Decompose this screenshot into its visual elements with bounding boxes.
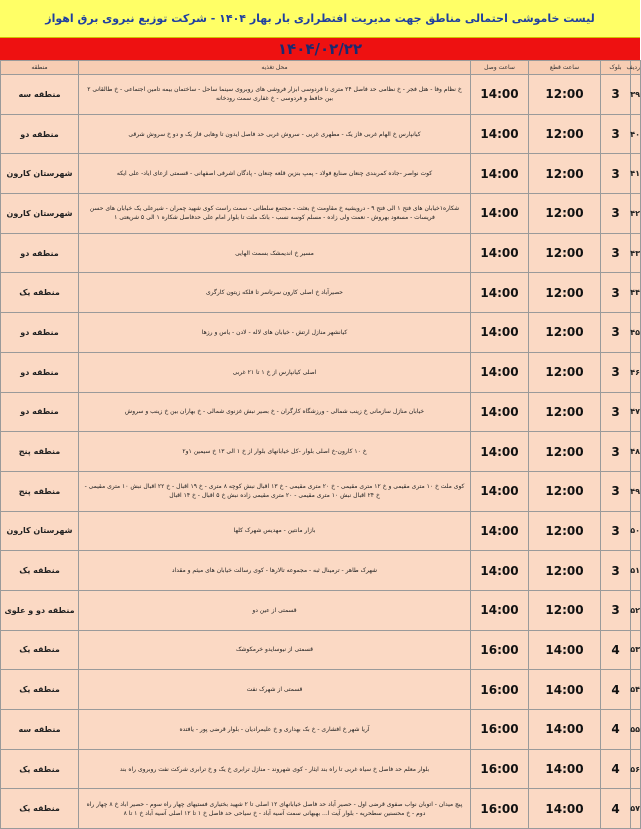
row-number: ۴۰ [631, 114, 641, 154]
document-title: لیست خاموشی احتمالی مناطق جهت مدیریت افتطراری بار بهار ۱۴۰۴ - شرکت توزیع نیروی برق اهواز [0, 0, 640, 38]
region-cell: منطقه یک [1, 273, 79, 313]
connect-time-cell: 14:00 [471, 352, 529, 392]
region-cell: منطقه دو [1, 114, 79, 154]
connect-time-cell: 16:00 [471, 710, 529, 750]
cut-time-cell: 12:00 [529, 273, 601, 313]
outage-table [0, 60, 641, 829]
block-cell: 3 [601, 114, 631, 154]
cut-time-cell: 14:00 [529, 749, 601, 789]
region-cell: شهرستان کارون [1, 194, 79, 234]
table-row [1, 313, 641, 353]
cut-time-cell: 12:00 [529, 233, 601, 273]
cut-time-cell: 12:00 [529, 352, 601, 392]
table-row [1, 670, 641, 710]
location-cell: شکاره۱خیابان های فتح ۱ الی فتح ۹ - درویشیه خ مقاومت خ بعثت - مجتمع سلطانی - سمت راست کوی شهید چمران - شیرعلی یک خیابان های حسن فریسات - مسعود بهروش - نعمت ولی زاده - مسلم کوسه نسب - بانک ملت تا بلوار امام علی حدفاصل شکاره ۱ الی ۵ شریعتی ۱ [79, 194, 471, 234]
connect-time-cell: 14:00 [471, 194, 529, 234]
cut-time-cell: 12:00 [529, 551, 601, 591]
location-cell: بلوار معلم حد فاصل خ سیاه غربی تا راه بند ایثار - کوی شهروند - منازل ترابری خ یک و خ ترابری شرکت نفت روبروی راه بند [79, 749, 471, 789]
region-cell: منطقه سه [1, 75, 79, 115]
table-row [1, 392, 641, 432]
cut-time-cell: 12:00 [529, 114, 601, 154]
header-region: منطقه [1, 61, 79, 75]
location-cell: کوت نواصر -جاده کمربندی چنعان صنایع فولاد - پمپ بنزین قلعه چنعان - پادگان اشرفی اصفهانی - قسمتی ازعای ایاد- علی ایکه [79, 154, 471, 194]
connect-time-cell: 14:00 [471, 154, 529, 194]
location-cell: آریا شهر خ افشاری - خ بک بهداری و خ علیمرادیان - بلوار قرضی پور - یافتده [79, 710, 471, 750]
connect-time-cell: 16:00 [471, 749, 529, 789]
connect-time-cell: 16:00 [471, 789, 529, 829]
connect-time-cell: 14:00 [471, 432, 529, 472]
location-cell: اصلی کیانپارس از خ ۱ تا ۲۱ غربی [79, 352, 471, 392]
location-cell: کیانپارس خ الهام غربی فاز یک - مطهری غربی - سروش غربی حد فاصل ایدون تا وهابی فاز یک و دو خ سروش شرقی [79, 114, 471, 154]
location-cell: بازار مانتین - مهدیس شهرک کلها [79, 511, 471, 551]
row-number: ۵۳ [631, 630, 641, 670]
region-cell: منطقه یک [1, 551, 79, 591]
table-row [1, 432, 641, 472]
location-cell: خ ۱۰ کارون-خ اصلی بلوار -کل خیابانهای بلوار از خ ۱ الی ۱۳ خ سیمین ۱و۲ [79, 432, 471, 472]
location-cell: خ نظام وفا - هتل فجر - خ نظامی حد فاصل ۲۴ متری تا فردوسی ابزار فروشی های روبروی سینما ساحل - ساختمان بیمه تامین اجتماعی - خ طالقانی ۲ بین حافظ و فردوسی - خ غفاری سمت رودخانه [79, 75, 471, 115]
block-cell: 3 [601, 352, 631, 392]
cut-time-cell: 12:00 [529, 432, 601, 472]
table-body [1, 75, 641, 829]
block-cell: 3 [601, 471, 631, 511]
row-number: ۴۱ [631, 154, 641, 194]
row-number: ۴۷ [631, 392, 641, 432]
connect-time-cell: 14:00 [471, 313, 529, 353]
region-cell: منطقه دو [1, 392, 79, 432]
location-cell: مسیر خ اندیمشک بسمت الهایی [79, 233, 471, 273]
table-row [1, 114, 641, 154]
header-location: محل تغذیه [79, 61, 471, 75]
row-number: ۴۶ [631, 352, 641, 392]
cut-time-cell: 12:00 [529, 154, 601, 194]
location-cell: قسمتی از عین دو [79, 590, 471, 630]
date-banner: ۱۴۰۴/۰۲/۲۲ [0, 38, 640, 60]
table-row [1, 273, 641, 313]
cut-time-cell: 12:00 [529, 590, 601, 630]
connect-time-cell: 16:00 [471, 670, 529, 710]
block-cell: 3 [601, 432, 631, 472]
cut-time-cell: 14:00 [529, 630, 601, 670]
header-cut-time: ساعت قطع [529, 61, 601, 75]
table-row [1, 551, 641, 591]
row-number: ۴۵ [631, 313, 641, 353]
region-cell: منطقه دو [1, 352, 79, 392]
block-cell: 3 [601, 75, 631, 115]
region-cell: منطقه یک [1, 749, 79, 789]
block-cell: 3 [601, 590, 631, 630]
block-cell: 3 [601, 551, 631, 591]
row-number: ۵۰ [631, 511, 641, 551]
cut-time-cell: 12:00 [529, 392, 601, 432]
connect-time-cell: 14:00 [471, 114, 529, 154]
row-number: ۵۵ [631, 710, 641, 750]
block-cell: 3 [601, 233, 631, 273]
block-cell: 4 [601, 670, 631, 710]
connect-time-cell: 14:00 [471, 471, 529, 511]
block-cell: 3 [601, 313, 631, 353]
connect-time-cell: 14:00 [471, 392, 529, 432]
row-number: ۴۴ [631, 273, 641, 313]
table-row [1, 194, 641, 234]
location-cell: پیچ میدان - اتوبان نواب صفوی قرضی اول - حصیر آباد حد فاصل خیابانهای ۱۲ اصلی تا ۲ شهید بختیاری فستیهای چهار راه سوم - حصیر اباد خ ۸ چهار راه دوم - خ محسنین سطحریه - بلوار آیت ا... بهبهانی سمت آسیه آباد - خ سیاحی حد فاصل خ ۱ تا ۱۲ اصلی آسیه آباد خ ۱ تا ۸ [79, 789, 471, 829]
row-number: ۴۳ [631, 233, 641, 273]
connect-time-cell: 14:00 [471, 75, 529, 115]
connect-time-cell: 16:00 [471, 630, 529, 670]
block-cell: 3 [601, 154, 631, 194]
row-number: ۴۲ [631, 194, 641, 234]
cut-time-cell: 14:00 [529, 670, 601, 710]
table-header-row [1, 61, 641, 75]
row-number: ۴۸ [631, 432, 641, 472]
location-cell: کیانشهر منازل ارتش - خیابان های لاله - لادن - یاس و رزها [79, 313, 471, 353]
table-row [1, 154, 641, 194]
block-cell: 4 [601, 789, 631, 829]
region-cell: منطقه یک [1, 630, 79, 670]
row-number: ۳۹ [631, 75, 641, 115]
connect-time-cell: 14:00 [471, 273, 529, 313]
location-cell: قسمتی از نیوسایدو خرمکوشک [79, 630, 471, 670]
table-row [1, 233, 641, 273]
table-row [1, 471, 641, 511]
cut-time-cell: 12:00 [529, 194, 601, 234]
table-row [1, 75, 641, 115]
region-cell: منطقه پنج [1, 432, 79, 472]
region-cell: منطقه سه [1, 710, 79, 750]
cut-time-cell: 14:00 [529, 710, 601, 750]
region-cell: شهرستان کارون [1, 511, 79, 551]
header-row-number: ردیف [631, 61, 641, 75]
region-cell: منطقه یک [1, 670, 79, 710]
location-cell: کوی ملت خ ۱۰ متری مقیمی و خ ۱۲ متری مقیمی - خ ۲۰ متری مقیمی - خ ۱۳ اقبال نبش کوچه ۸ متری - خ ۱۹ اقبال - خ ۲۲ اقبال نبش ۱۰ متری مقیمی - خ ۲۴ اقبال نبش ۱۰ متری مقیمی - ۲۰ متری مقیمی زاده نبش خ ۵ اقبال - خ ۱۴ اقبال [79, 471, 471, 511]
region-cell: شهرستان کارون [1, 154, 79, 194]
region-cell: منطقه پنج [1, 471, 79, 511]
location-cell: خیابان منازل سازمانی خ زینب شمالی - ورزشگاه کارگران - خ بصیر نبش غزنوی شمالی - خ بهاران بین خ زینب و سروش [79, 392, 471, 432]
cut-time-cell: 14:00 [529, 789, 601, 829]
header-connect-time: ساعت وصل [471, 61, 529, 75]
block-cell: 3 [601, 194, 631, 234]
connect-time-cell: 14:00 [471, 590, 529, 630]
table-row [1, 352, 641, 392]
table-row [1, 749, 641, 789]
table-row [1, 511, 641, 551]
region-cell: منطقه یک [1, 789, 79, 829]
connect-time-cell: 14:00 [471, 511, 529, 551]
cut-time-cell: 12:00 [529, 75, 601, 115]
row-number: ۴۹ [631, 471, 641, 511]
table-row [1, 710, 641, 750]
row-number: ۵۲ [631, 590, 641, 630]
connect-time-cell: 14:00 [471, 233, 529, 273]
cut-time-cell: 12:00 [529, 471, 601, 511]
location-cell: شهرک طاهر - ترمینال ثبه - مجموعه تالارها - کوی رسالت خیابان های میثم و مقداد [79, 551, 471, 591]
location-cell: حصیرآباد خ اصلی کارون سرتاسر تا فلکه زیتون کارگری [79, 273, 471, 313]
connect-time-cell: 14:00 [471, 551, 529, 591]
row-number: ۵۴ [631, 670, 641, 710]
table-row [1, 630, 641, 670]
block-cell: 4 [601, 710, 631, 750]
block-cell: 4 [601, 630, 631, 670]
row-number: ۵۷ [631, 789, 641, 829]
region-cell: منطقه دو و علوی [1, 590, 79, 630]
region-cell: منطقه دو [1, 233, 79, 273]
cut-time-cell: 12:00 [529, 313, 601, 353]
block-cell: 4 [601, 749, 631, 789]
block-cell: 3 [601, 273, 631, 313]
table-row [1, 590, 641, 630]
row-number: ۵۱ [631, 551, 641, 591]
header-block: بلوک [601, 61, 631, 75]
block-cell: 3 [601, 511, 631, 551]
region-cell: منطقه دو [1, 313, 79, 353]
block-cell: 3 [601, 392, 631, 432]
table-row [1, 789, 641, 829]
location-cell: قسمتی از شهرک نفت [79, 670, 471, 710]
cut-time-cell: 12:00 [529, 511, 601, 551]
row-number: ۵۶ [631, 749, 641, 789]
